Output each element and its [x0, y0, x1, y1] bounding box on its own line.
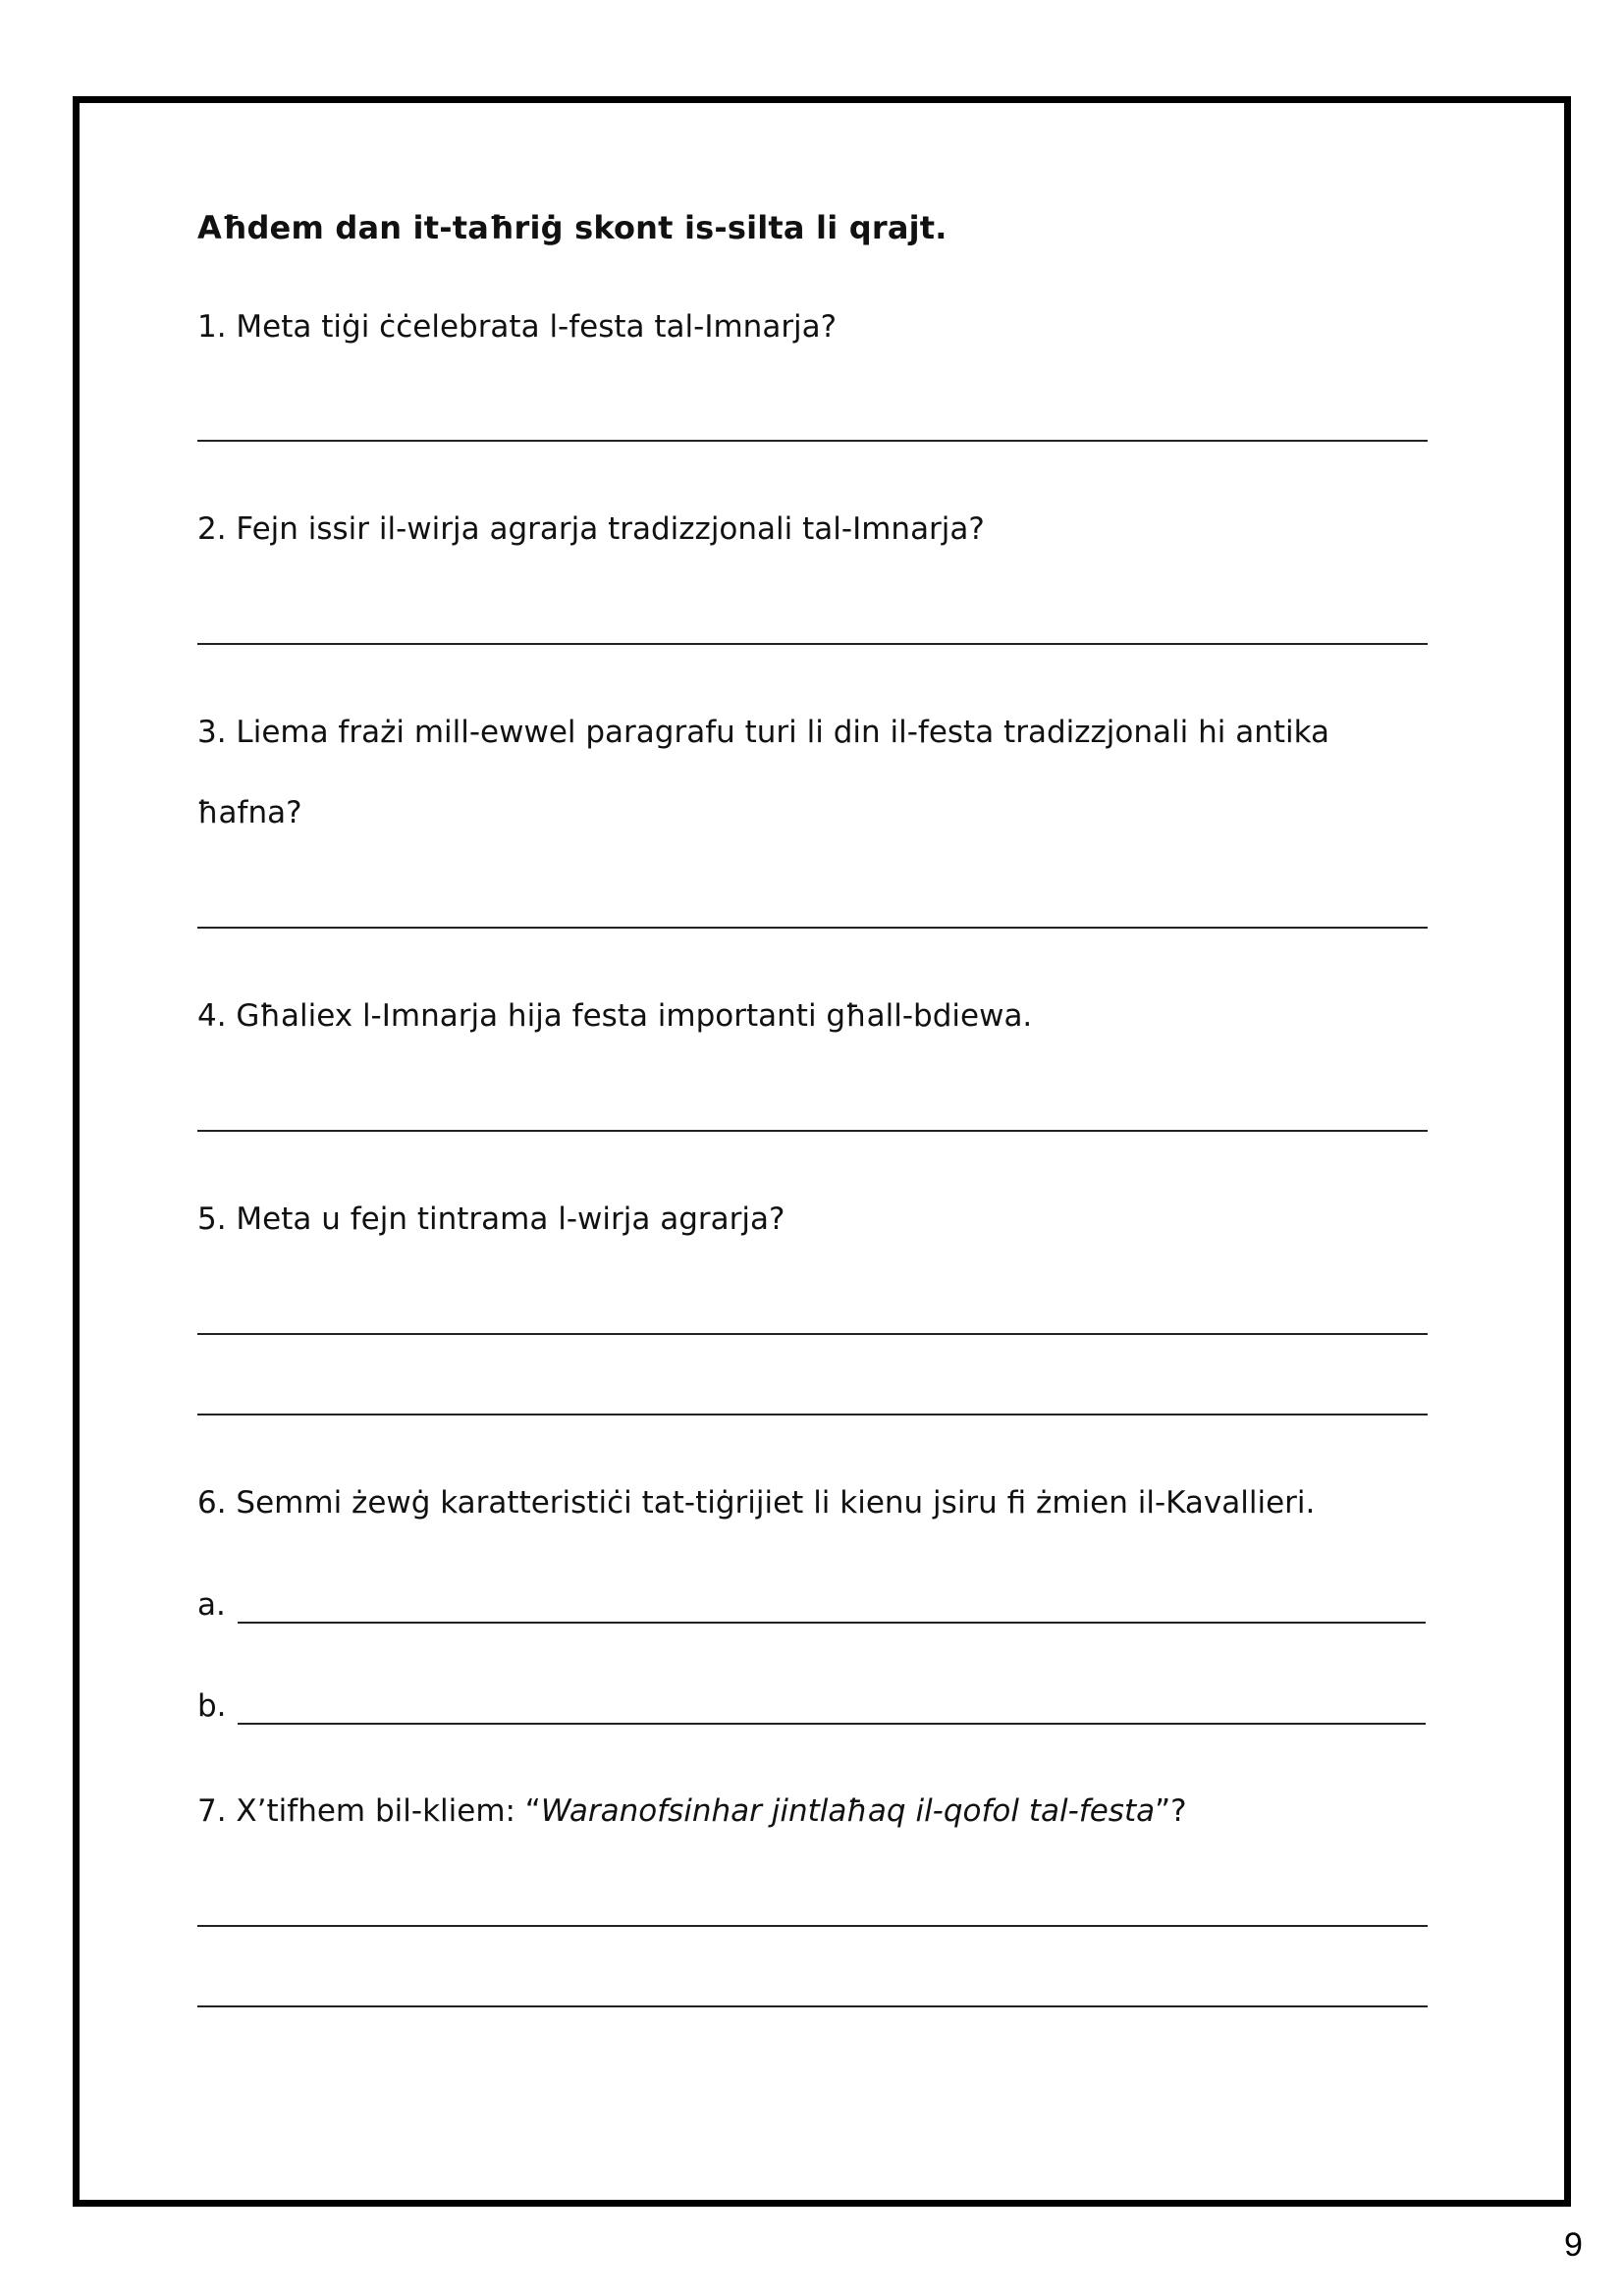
question-1: 1. Meta tiġi ċċelebrata l-festa tal-Imnarja?	[197, 309, 838, 345]
answer-line-1[interactable]	[197, 440, 1428, 442]
answer-line-7b[interactable]	[197, 2005, 1428, 2007]
question-7-suffix: ”?	[1155, 1793, 1187, 1829]
exercise-heading: Aħdem dan it-taħriġ skont is-silta li qrajt.	[197, 209, 947, 246]
question-3-continued: ħafna?	[197, 795, 302, 830]
question-2: 2. Fejn issir il-wirja agrarja tradizzjonali tal-Imnarja?	[197, 511, 985, 547]
question-5: 5. Meta u fejn tintrama l-wirja agrarja?	[197, 1201, 785, 1237]
question-4: 4. Għaliex l-Imnarja hija festa importanti għall-bdiewa.	[197, 998, 1033, 1034]
answer-line-4[interactable]	[197, 1130, 1428, 1132]
option-b-label: b.	[197, 1688, 227, 1724]
answer-line-6b[interactable]	[238, 1723, 1426, 1725]
answer-line-6a[interactable]	[238, 1622, 1426, 1624]
page-border	[73, 96, 1571, 2207]
question-6: 6. Semmi żewġ karatteristiċi tat-tiġrijiet li kienu jsiru fi żmien il-Kavallieri.	[197, 1485, 1316, 1521]
answer-line-7a[interactable]	[197, 1925, 1428, 1927]
answer-line-2[interactable]	[197, 643, 1428, 645]
question-3: 3. Liema frażi mill-ewwel paragrafu turi li din il-festa tradizzjonali hi antika	[197, 715, 1330, 750]
answer-line-5b[interactable]	[197, 1414, 1428, 1415]
page-number: 9	[1564, 2226, 1583, 2264]
answer-line-3[interactable]	[197, 927, 1428, 929]
question-7-prefix: 7. X’tifhem bil-kliem: “	[197, 1793, 541, 1829]
option-a-label: a.	[197, 1587, 226, 1623]
question-7-quote: Waranofsinhar jintlaħaq il-qofol tal-festa	[540, 1793, 1156, 1829]
answer-line-5a[interactable]	[197, 1333, 1428, 1335]
question-7	[197, 1793, 1187, 1829]
